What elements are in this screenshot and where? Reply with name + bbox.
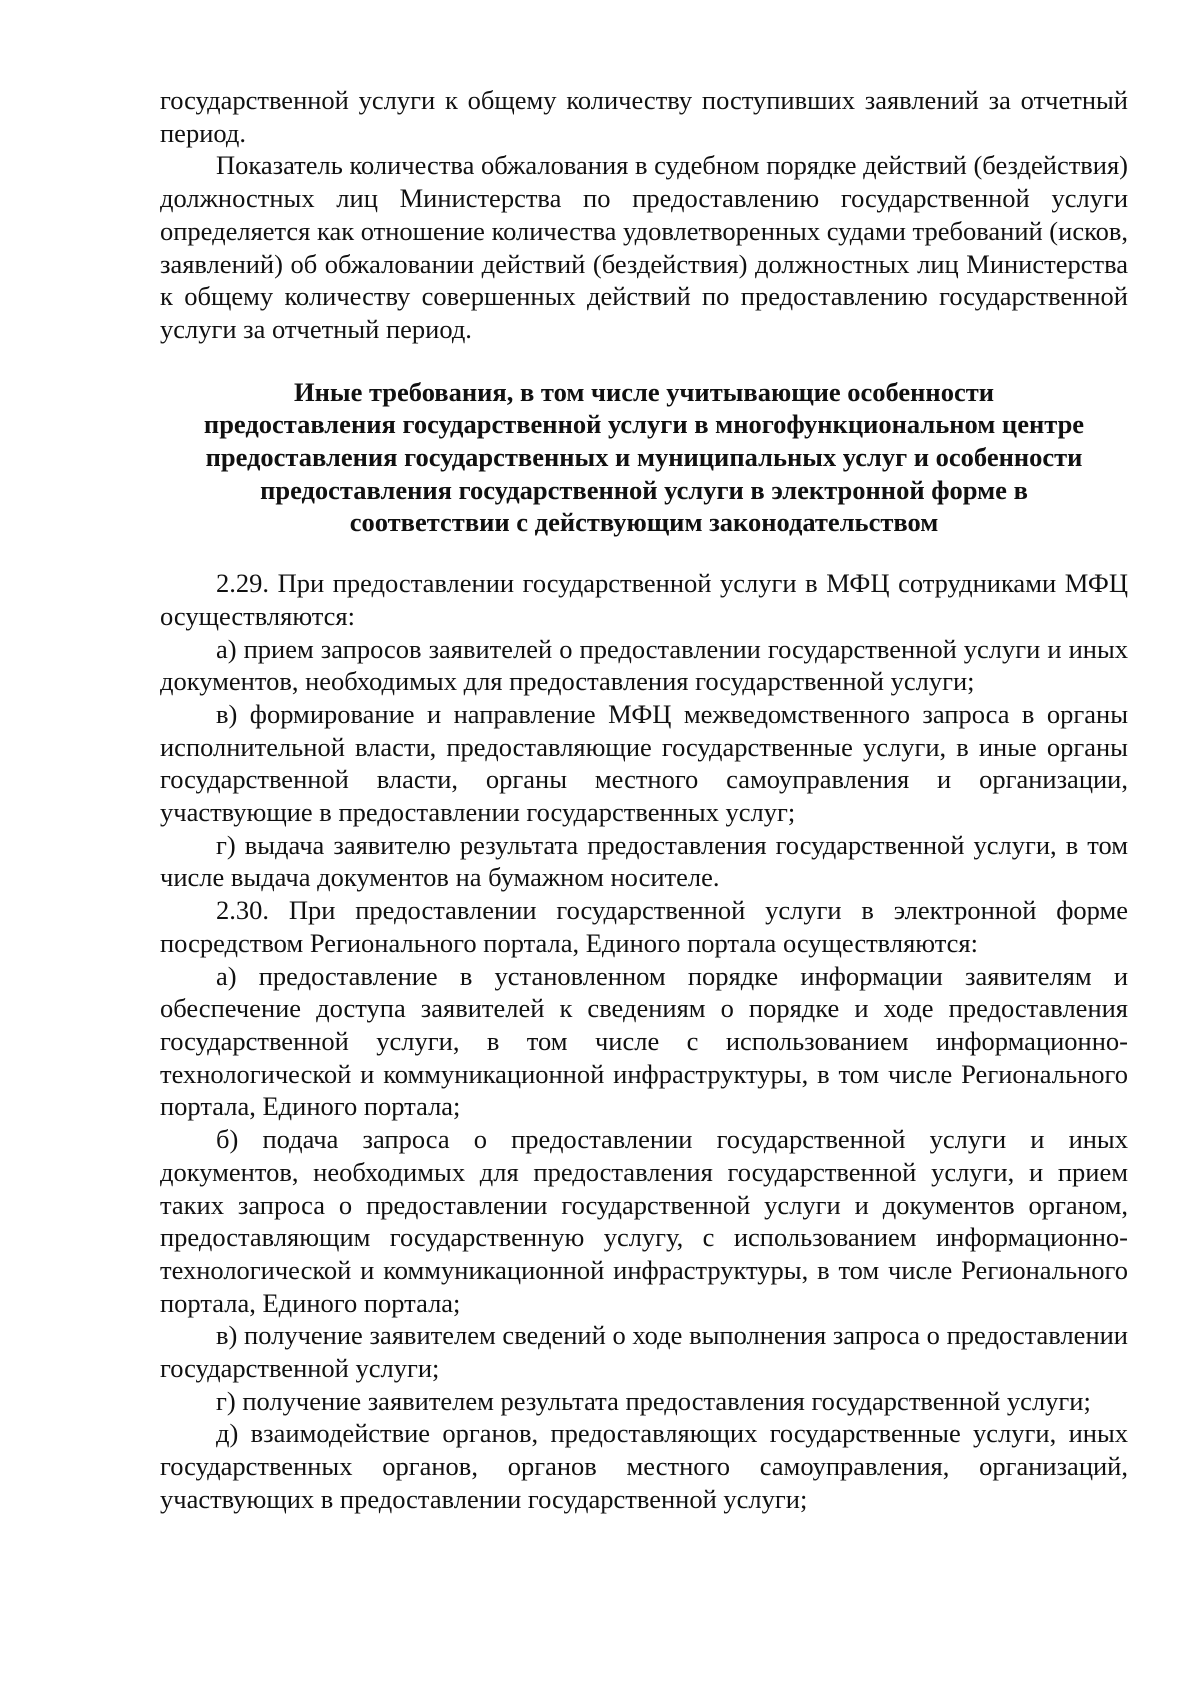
paragraph-2-30-d: д) взаимодействие органов, предоставляющих государственные услуги, иных государственных органов, органов местного самоуправления, организаций, участвующих в предоставлении государственной услуги; <box>160 1418 1128 1514</box>
paragraph-appeal-indicator: Показатель количества обжалования в судебном порядке действий (бездействия) должностных лиц Министерства по предоставлению государственной услуги определяется как отношение количества удовлетворенных судами требований (исков, заявлений) об обжаловании действий (бездействия) должностных лиц Министерства к общему количеству совершенных действий по предоставлению государственной услуги за отчетный период. <box>160 150 1128 344</box>
paragraph-2-30-v: в) получение заявителем сведений о ходе выполнения запроса о предоставлении государственной услуги; <box>160 1320 1128 1384</box>
paragraph-continuation: государственной услуги к общему количеству поступивших заявлений за отчетный период. <box>160 85 1128 148</box>
heading-line: Иные требования, в том числе учитывающие особенности <box>294 376 994 407</box>
paragraphs-before <box>160 84 1128 346</box>
paragraph-2-30-a: а) предоставление в установленном порядке информации заявителям и обеспечение доступа заявителей к сведениям о порядке и ходе предоставления государственной услуги, в том числе с использованием информационно-технологической и коммуникационной инфраструктуры, в том числе Регионального портала, Единого портала; <box>160 960 1128 1122</box>
paragraph-2-29-g: г) выдача заявителю результата предоставления государственной услуги, в том числе выдача документов на бумажном носителе. <box>160 829 1128 893</box>
heading-line: предоставления государственной услуги в многофункциональном центре <box>203 409 1085 440</box>
paragraphs-after <box>160 567 1128 1515</box>
heading-line: предоставления государственных и муниципальных услуг и особенности <box>205 442 1083 473</box>
heading-line: соответствии с действующим законодательством <box>349 507 939 538</box>
section-heading <box>160 376 1128 540</box>
heading-line: предоставления государственной услуги в электронной форме в <box>260 474 1028 505</box>
paragraph-2-30: 2.30. При предоставлении государственной услуги в электронной форме посредством Регионального портала, Единого портала осуществляются: <box>160 895 1128 958</box>
paragraph-2-29-v: в) формирование и направление МФЦ межведомственного запроса в органы исполнительной власти, предоставляющие государственные услуги, в иные органы государственной власти, органы местного самоуправления и организации, участвующие в предоставлении государственных услуг; <box>160 698 1128 828</box>
paragraph-2-29: 2.29. При предоставлении государственной услуги в МФЦ сотрудниками МФЦ осуществляются: <box>160 568 1128 631</box>
paragraph-2-30-b: б) подача запроса о предоставлении государственной услуги и иных документов, необходимых для предоставления государственной услуги, и прием таких запроса о предоставлении государственной услуги и документов органом, предоставляющим государственную услугу, с использованием информационно-технологической и коммуникационной инфраструктуры, в том числе Регионального портала, Единого портала; <box>160 1124 1128 1318</box>
document-page <box>160 84 1128 1516</box>
paragraph-2-30-g: г) получение заявителем результата предоставления государственной услуги; <box>216 1385 1091 1416</box>
paragraph-2-29-a: а) прием запросов заявителей о предоставлении государственной услуги и иных документов, необходимых для предоставления государственной услуги; <box>160 633 1128 697</box>
